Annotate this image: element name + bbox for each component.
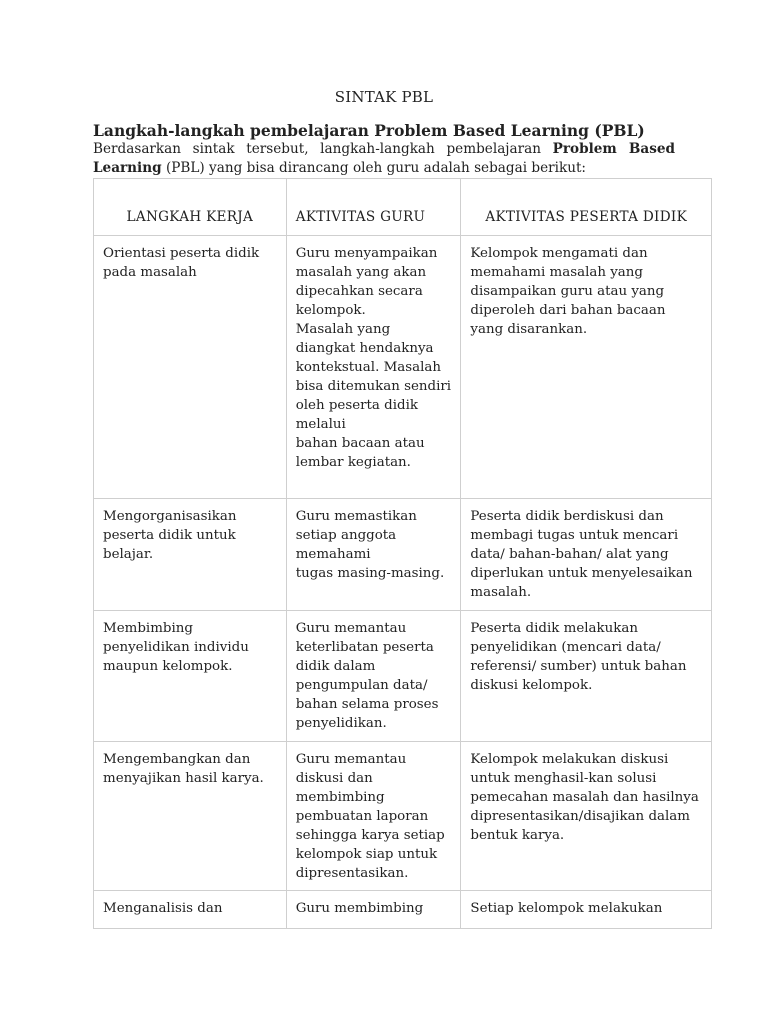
cell-aktivitas-peserta: Peserta didik berdiskusi dan membagi tugas untuk mencari data/ bahan-bahan/ alat yang diperlukan untuk menyelesaikan masalah. bbox=[461, 499, 712, 611]
header-aktivitas-peserta-didik: AKTIVITAS PESERTA DIDIK bbox=[461, 179, 712, 236]
table-header-row bbox=[94, 179, 712, 236]
table-row bbox=[94, 742, 712, 891]
cell-aktivitas-peserta: Peserta didik melakukan penyelidikan (mencari data/ referensi/ sumber) untuk bahan diskusi kelompok. bbox=[461, 611, 712, 742]
pbl-steps-table bbox=[93, 178, 712, 929]
cell-langkah: Membimbing penyelidikan individu maupun kelompok. bbox=[94, 611, 287, 742]
cell-langkah: Orientasi peserta didik pada masalah bbox=[94, 236, 287, 499]
header-aktivitas-guru: AKTIVITAS GURU bbox=[286, 179, 461, 236]
intro-paragraph bbox=[93, 140, 675, 178]
cell-aktivitas-guru: Guru memantau diskusi dan membimbing pembuatan laporan sehingga karya setiap kelompok siap untuk dipresentasikan. bbox=[286, 742, 461, 891]
header-langkah-kerja: LANGKAH KERJA bbox=[94, 179, 287, 236]
table-row bbox=[94, 611, 712, 742]
table-row bbox=[94, 891, 712, 929]
table-row bbox=[94, 499, 712, 611]
cell-aktivitas-guru: Guru memastikan setiap anggota memahami tugas masing-masing. bbox=[286, 499, 461, 611]
cell-aktivitas-peserta: Setiap kelompok melakukan bbox=[461, 891, 712, 929]
cell-aktivitas-guru: Guru membimbing bbox=[286, 891, 461, 929]
document-title: SINTAK PBL bbox=[334, 88, 434, 106]
intro-text-start: Berdasarkan sintak tersebut, langkah-langkah pembelajaran bbox=[93, 141, 553, 157]
cell-langkah: Mengorganisasikan peserta didik untuk belajar. bbox=[94, 499, 287, 611]
cell-langkah: Mengembangkan dan menyajikan hasil karya. bbox=[94, 742, 287, 891]
intro-bold-term: Problem Based Learning bbox=[93, 141, 675, 176]
cell-aktivitas-peserta: Kelompok mengamati dan memahami masalah yang disampaikan guru atau yang diperoleh dari bahan bacaan yang disarankan. bbox=[461, 236, 712, 499]
table-row bbox=[94, 236, 712, 499]
cell-aktivitas-guru: Guru memantau keterlibatan peserta didik dalam pengumpulan data/ bahan selama proses penyelidikan. bbox=[286, 611, 461, 742]
cell-aktivitas-guru: Guru menyampaikan masalah yang akan dipecahkan secara kelompok. Masalah yang diangkat hendaknya kontekstual. Masalah bisa ditemukan sendiri oleh peserta didik melalui bahan bacaan atau lembar kegiatan. bbox=[286, 236, 461, 499]
cell-langkah: Menganalisis dan bbox=[94, 891, 287, 929]
intro-text-end: (PBL) yang bisa dirancang oleh guru adalah sebagai berikut: bbox=[161, 160, 587, 176]
cell-aktivitas-peserta: Kelompok melakukan diskusi untuk menghasil-kan solusi pemecahan masalah dan hasilnya dipresentasikan/disajikan dalam bentuk karya. bbox=[461, 742, 712, 891]
section-heading: Langkah-langkah pembelajaran Problem Based Learning (PBL) bbox=[93, 121, 645, 140]
